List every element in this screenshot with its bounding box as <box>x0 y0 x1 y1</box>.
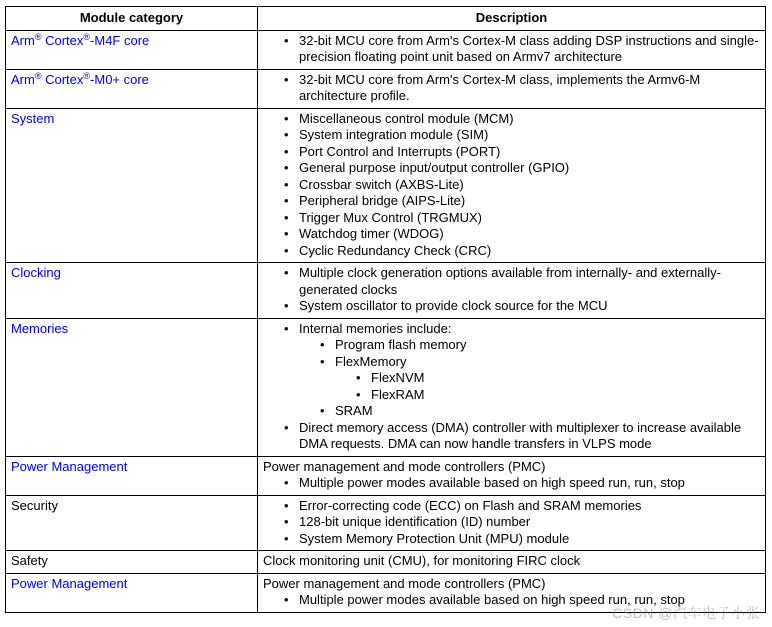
list-item: • Crossbar switch (AXBS-Lite) <box>263 177 760 194</box>
description-cell <box>258 318 766 456</box>
table-row <box>6 69 766 108</box>
category-power-management-link[interactable]: Power Management <box>6 456 258 495</box>
list-item: • Trigger Mux Control (TRGMUX) <box>263 210 760 227</box>
list-item: • Multiple power modes available based on high speed run, run, stop <box>263 592 760 609</box>
list-item: • System Memory Protection Unit (MPU) module <box>263 531 760 548</box>
list-item: • Watchdog timer (WDOG) <box>263 226 760 243</box>
description-cell <box>258 69 766 108</box>
description-line: Power management and mode controllers (PMC) <box>263 458 546 474</box>
category-system-link[interactable]: System <box>6 108 258 263</box>
header-description: Description <box>258 7 766 31</box>
sub-list-item: • SRAM <box>263 403 760 420</box>
list-item: • Multiple clock generation options available from internally- and externally-generated clocks <box>263 265 760 298</box>
list-item: • Cyclic Redundancy Check (CRC) <box>263 243 760 260</box>
list-item: • General purpose input/output controller (GPIO) <box>263 160 760 177</box>
category-clocking-link[interactable]: Clocking <box>6 263 258 319</box>
header-module-category: Module category <box>6 7 258 31</box>
table-header-row <box>6 7 766 31</box>
description-line: Clock monitoring unit (CMU), for monitoring FIRC clock <box>263 553 581 568</box>
list-item: • Error-correcting code (ECC) on Flash and SRAM memories <box>263 498 760 515</box>
category-cortex-m4f-link[interactable]: Arm® Cortex®-M4F core <box>6 30 258 69</box>
list-item: • Internal memories include: <box>263 321 760 338</box>
table-row <box>6 263 766 319</box>
table-row <box>6 495 766 551</box>
list-item: • Port Control and Interrupts (PORT) <box>263 144 760 161</box>
watermark: CSDN @汽车电子小张 <box>612 605 760 621</box>
list-item: • System oscillator to provide clock source for the MCU <box>263 298 760 315</box>
module-table <box>5 6 766 613</box>
table-row <box>6 30 766 69</box>
category-memories-link[interactable]: Memories <box>6 318 258 456</box>
category-safety: Safety <box>6 551 258 574</box>
list-item: • 128-bit unique identification (ID) number <box>263 514 760 531</box>
category-cortex-m0plus-link[interactable]: Arm® Cortex®-M0+ core <box>6 69 258 108</box>
description-cell <box>258 263 766 319</box>
sub-list-item: • Program flash memory <box>263 337 760 354</box>
description-line: Power management and mode controllers (PMC) <box>263 575 546 591</box>
description-cell <box>258 495 766 551</box>
list-item: • 32-bit MCU core from Arm's Cortex-M class, implements the Armv6-M architecture profile. <box>263 72 760 105</box>
list-item: • Direct memory access (DMA) controller with multiplexer to increase available DMA requests. DMA can now handle transfers in VLPS mode <box>263 420 760 453</box>
sub-list-item: • FlexMemory <box>263 354 760 371</box>
sub-sub-list-item: • FlexRAM <box>263 387 760 404</box>
list-item: • 32-bit MCU core from Arm's Cortex-M class adding DSP instructions and single-precision floating point unit based on Armv7 architecture <box>263 33 760 66</box>
description-cell <box>258 551 766 574</box>
table-row <box>6 456 766 495</box>
description-cell <box>258 30 766 69</box>
list-item: • System integration module (SIM) <box>263 127 760 144</box>
table-row <box>6 108 766 263</box>
sub-sub-list-item: • FlexNVM <box>263 370 760 387</box>
table-row <box>6 318 766 456</box>
description-cell <box>258 456 766 495</box>
table-row <box>6 551 766 574</box>
category-security: Security <box>6 495 258 551</box>
list-item: • Miscellaneous control module (MCM) <box>263 111 760 128</box>
category-power-management-link[interactable]: Power Management <box>6 573 258 612</box>
list-item: • Multiple power modes available based on high speed run, run, stop <box>263 475 760 492</box>
list-item: • Peripheral bridge (AIPS-Lite) <box>263 193 760 210</box>
description-cell <box>258 108 766 263</box>
